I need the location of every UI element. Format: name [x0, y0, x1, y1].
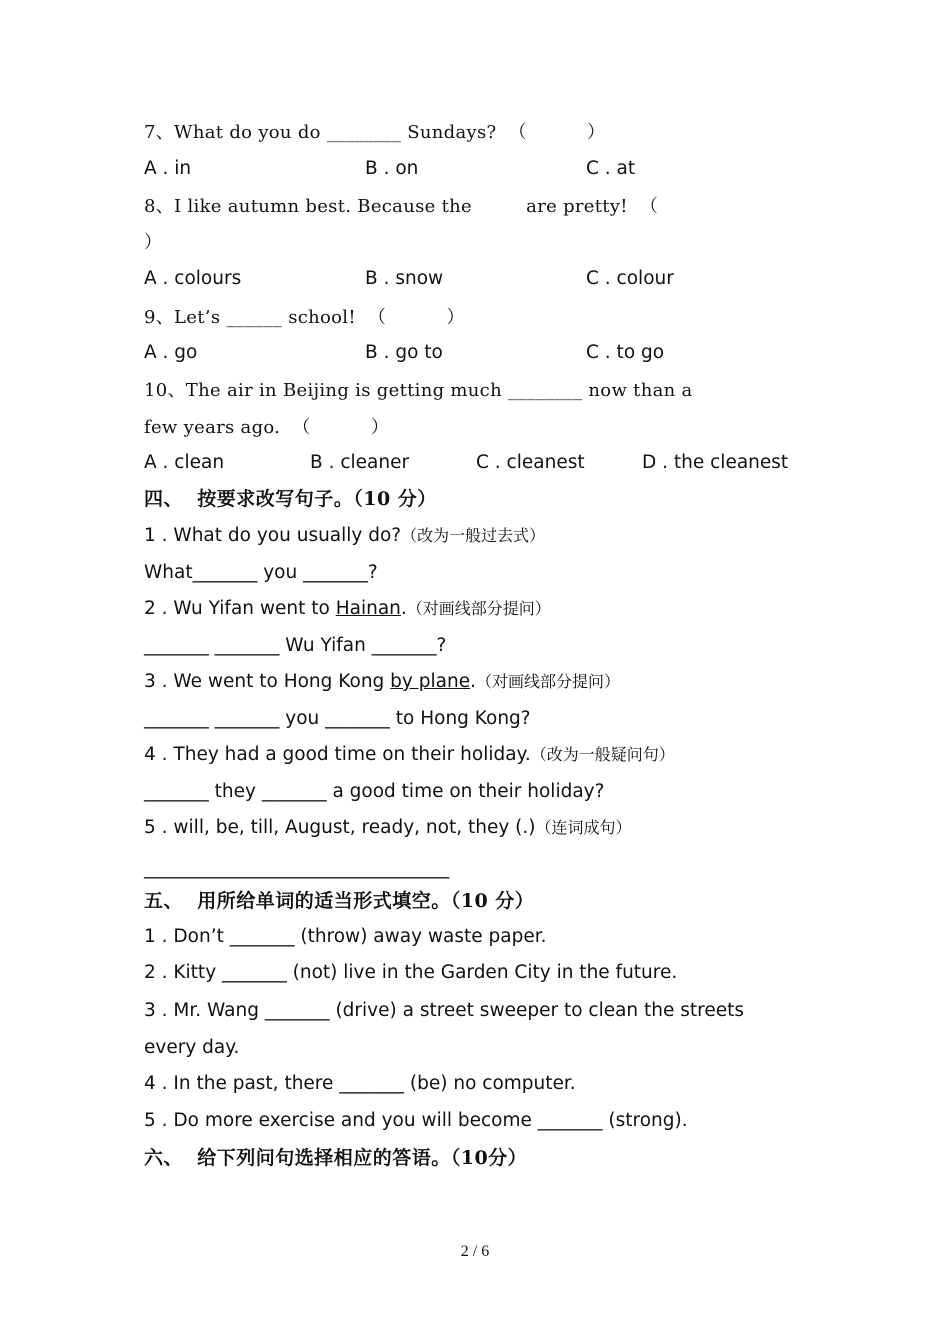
q10-option-c: C . cleanest: [476, 452, 585, 473]
q7-option-c: C . at: [586, 158, 636, 179]
s4-item-4: 4 . They had a good time on their holiday.（改为一般疑问句）: [144, 744, 675, 765]
s5-item-5: 5 . Do more exercise and you will become _______ (strong).: [144, 1110, 688, 1131]
s4-item-5: 5 . will, be, till, August, ready, not, they (.)（连词成句）: [144, 817, 632, 838]
s4-answer-1: What_______ you _______?: [144, 562, 378, 583]
q7-option-a: A . in: [144, 158, 192, 179]
question-8-cont: ）: [144, 232, 163, 253]
q7-option-b: B . on: [365, 158, 419, 179]
question-7: 7、What do you do ________ Sundays? （ ）: [144, 122, 606, 143]
q8-option-b: B . snow: [365, 268, 444, 289]
question-9: 9、Let’s ______ school! （ ）: [144, 307, 465, 328]
question-8: 8、I like autumn best. Because the are pretty! （: [144, 196, 659, 217]
s5-item-4: 4 . In the past, there _______ (be) no computer.: [144, 1073, 576, 1094]
question-10: 10、The air in Beijing is getting much ________ now than a: [144, 380, 693, 401]
s4-answer-2: _______ _______ Wu Yifan _______?: [144, 635, 447, 656]
s4-item-1: 1 . What do you usually do?（改为一般过去式）: [144, 525, 546, 546]
s4-item-2: 2 . Wu Yifan went to Hainan.（对画线部分提问）: [144, 598, 551, 619]
s5-item-2: 2 . Kitty _______ (not) live in the Garden City in the future.: [144, 962, 678, 983]
q9-option-c: C . to go: [586, 342, 665, 363]
s5-item-3-cont: every day.: [144, 1037, 240, 1058]
q10-option-b: B . cleaner: [310, 452, 410, 473]
q8-option-a: A . colours: [144, 268, 242, 289]
section-5-heading: 五、 用所给单词的适当形式填空。（10 分）: [144, 890, 535, 912]
q9-option-a: A . go: [144, 342, 198, 363]
q10-option-a: A . clean: [144, 452, 225, 473]
s5-item-3: 3 . Mr. Wang _______ (drive) a street sweeper to clean the streets: [144, 1000, 745, 1021]
question-10-cont: few years ago. （ ）: [144, 417, 390, 438]
s4-answer-3: _______ _______ you _______ to Hong Kong?: [144, 708, 531, 729]
q8-option-c: C . colour: [586, 268, 674, 289]
s5-item-1: 1 . Don’t _______ (throw) away waste paper.: [144, 926, 547, 947]
section-6-heading: 六、 给下列问句选择相应的答语。（10分）: [144, 1147, 528, 1169]
q10-option-d: D . the cleanest: [642, 452, 789, 473]
page-number: 2 / 6: [460, 1243, 490, 1260]
section-4-heading: 四、 按要求改写句子。（10 分）: [144, 488, 437, 510]
s4-item-3: 3 . We went to Hong Kong by plane.（对画线部分提问）: [144, 671, 620, 692]
s4-answer-5: _________________________________: [144, 858, 450, 879]
s4-answer-4: _______ they _______ a good time on their holiday?: [144, 781, 605, 802]
q9-option-b: B . go to: [365, 342, 443, 363]
